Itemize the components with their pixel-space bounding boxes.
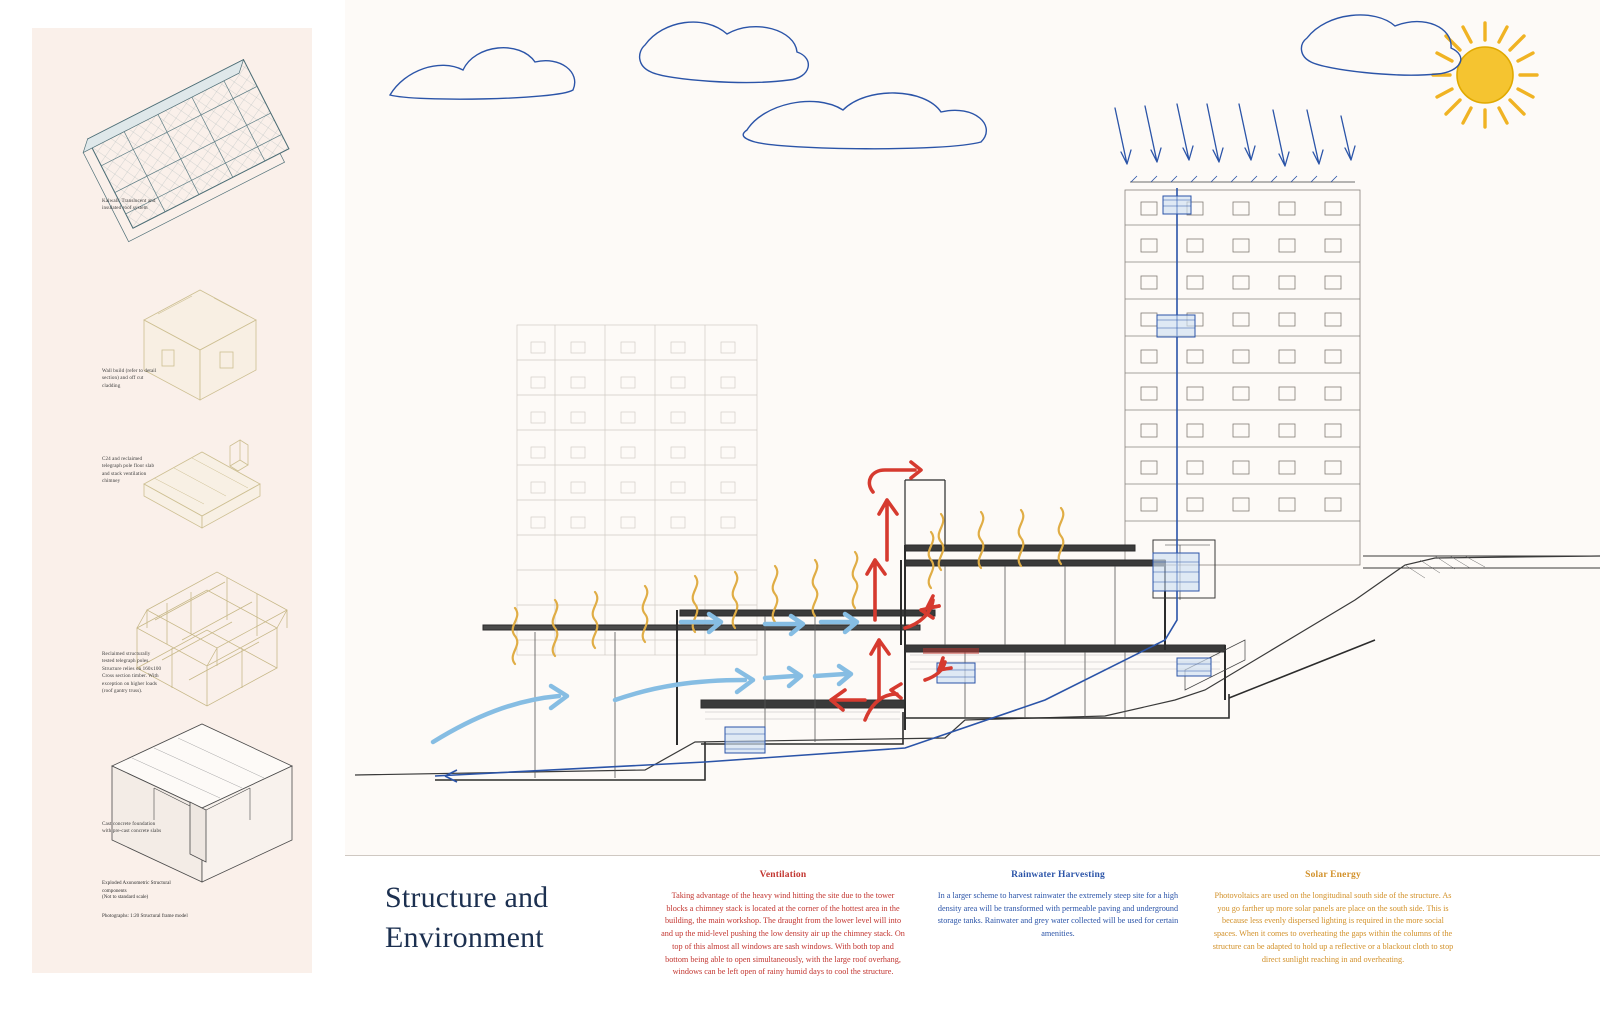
- axo-roof: [79, 60, 294, 242]
- water-storage-tanks: [725, 196, 1211, 753]
- exploded-axonometric-panel: [32, 28, 312, 973]
- environmental-section-diagram: [345, 0, 1600, 860]
- axo-foundation: [112, 724, 292, 882]
- axo-label-frame: Reclaimed structurally tested telegraph poles. Structure relies on 160x100 Cross section timber. With exception on higher loads (roof gantry truss).: [102, 651, 162, 694]
- cool-air-arrows: [433, 614, 857, 742]
- page-title: [385, 878, 645, 958]
- axonometric-drawing: [32, 28, 312, 973]
- building-section: [435, 480, 1600, 780]
- column-body-solar: Photovoltaics are used on the longitudinal south side of the structure. As you go farther up more solar panels are place on the south side. This is because less evenly dispersed lighting is required in the more social spaces. When it comes to overheating the gaps within the columns of the structure can be adapted to hold up a reflective or a blackout cloth to stop direct sunlight reaching in and overheating.: [1212, 891, 1454, 964]
- axo-caption-line-2: (Not to standard scale): [102, 894, 149, 900]
- column-heading-solar: Solar Energy: [1305, 870, 1361, 880]
- rainwater-downpipe: [435, 188, 1177, 782]
- column-ventilation: [660, 870, 906, 979]
- axo-caption-line-1: Exploded Axonometric Structural components: [102, 880, 171, 894]
- axo-label-foundation: Cast concrete foundation with pre-cast concrete slabs: [102, 821, 162, 835]
- column-rainwater-harvesting: [935, 870, 1181, 941]
- page-title-line-1: Structure and: [385, 881, 549, 914]
- column-solar-energy: [1210, 870, 1456, 966]
- column-body-rainwater: In a larger scheme to harvest rainwater the extremely steep site for a high density area will be transformed with permeable paving and underground storage tanks. Rainwater and grey water collected will be used for certain amenities.: [937, 891, 1179, 939]
- axo-label-floor: C24 and reclaimed telegraph pole floor slab and stack ventilation chimney: [102, 456, 155, 485]
- solar-gain-waves: [513, 508, 1064, 664]
- red-zone-highlight: [923, 648, 979, 654]
- column-heading-rainwater: Rainwater Harvesting: [1011, 870, 1105, 880]
- warm-air-arrows: [831, 462, 951, 720]
- column-heading-ventilation: Ventilation: [759, 870, 807, 880]
- axo-label-walls: Wall build (refer to detail section) and off cut cladding: [102, 368, 157, 389]
- title-and-text-band: [345, 855, 1600, 1030]
- axo-label-roof: Kalwall. Translucent and insulated roof system: [102, 198, 156, 212]
- cloud-sketches: [390, 15, 1461, 149]
- solar-panel-strips: [1131, 176, 1337, 182]
- page-gutter: [312, 0, 345, 1029]
- axo-caption-line-3: Photographs: 1:20 Structural frame model: [102, 913, 188, 919]
- page-title-line-2: Environment: [385, 921, 544, 955]
- column-body-ventilation: Taking advantage of the heavy wind hitting the site due to the tower blocks a chimney stack is located at the corner of the hottest area in the building, the main workshop. The draught from the lower level will into and up the mid-level pushing the low density air up the chimney stack. On top of this almost all windows are sash windows. With both top and bottom being able to open simultaneously, with the large roof overhang, windows can be left open of rainy humid days to cool the structure.: [661, 891, 905, 977]
- rain-arrows: [1115, 104, 1355, 166]
- tower-block-right-elevation: [1125, 182, 1360, 565]
- ground-line: [355, 556, 1600, 775]
- tower-block-elevations: [517, 325, 757, 655]
- sun-icon: [1433, 23, 1537, 127]
